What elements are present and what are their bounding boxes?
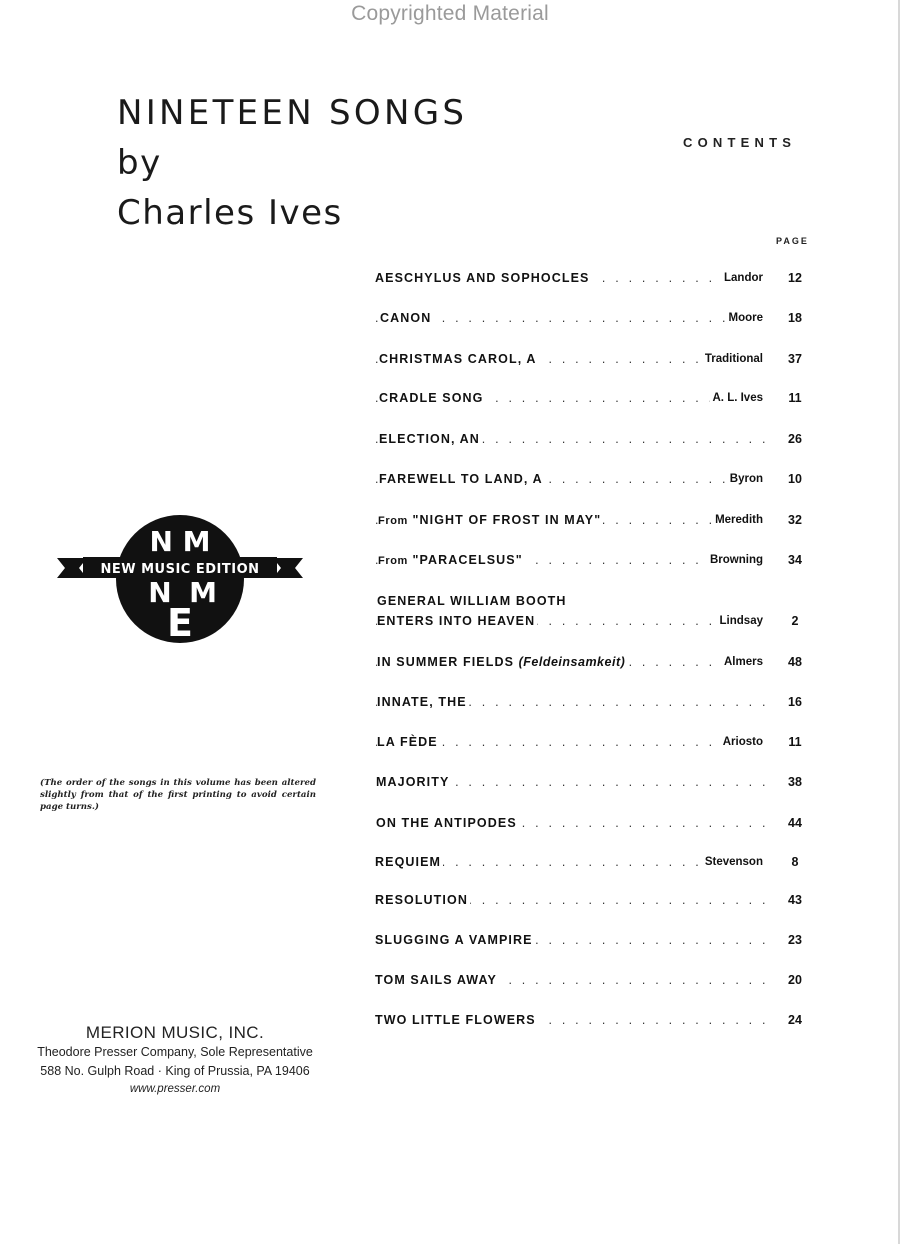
logo-letter-e: E <box>167 601 193 645</box>
song-author: Traditional <box>702 353 763 365</box>
logo-letter-m: M <box>182 525 211 558</box>
contents-heading: CONTENTS <box>683 135 797 150</box>
toc-entry[interactable] <box>375 614 815 636</box>
toc-entry[interactable] <box>375 271 815 293</box>
toc-entry[interactable] <box>375 391 815 413</box>
toc-entry[interactable] <box>375 1013 815 1035</box>
song-title: CHRISTMAS CAROL, A <box>379 352 537 366</box>
title-prefix: From <box>378 555 408 567</box>
page-number: 37 <box>788 352 802 366</box>
logo-letter-n: N <box>149 525 173 558</box>
song-title: ON THE ANTIPODES <box>376 816 517 830</box>
page-number: 2 <box>791 614 799 628</box>
publisher-address: 588 No. Gulph Road · King of Prussia, PA 19406 <box>40 1064 310 1078</box>
toc-entry[interactable] <box>375 432 815 454</box>
page-number: 43 <box>788 893 802 907</box>
order-note: (The order of the songs in this volume has been altered slightly from that of the first printing to avoid certain page turns.) <box>40 778 316 812</box>
title-text: "PARACELSUS" <box>412 553 523 567</box>
page-number: 32 <box>788 513 802 527</box>
page-number: 11 <box>788 735 802 749</box>
song-title: SLUGGING A VAMPIRE <box>375 933 533 947</box>
logo-letter-m-bottom: M <box>189 576 217 609</box>
logo-letter-n-bottom: N <box>148 576 172 609</box>
page-number: 26 <box>788 432 802 446</box>
page-number: 10 <box>788 472 802 486</box>
song-author: Moore <box>726 312 764 324</box>
page-number: 44 <box>788 816 802 830</box>
toc-entry[interactable] <box>375 735 815 757</box>
page-number: 12 <box>788 271 802 285</box>
title-subtitle: (Feldeinsamkeit) <box>518 655 626 669</box>
title-prefix: From <box>378 515 408 527</box>
song-title: MAJORITY <box>376 775 450 789</box>
song-author: Byron <box>727 473 763 485</box>
song-title <box>378 553 525 567</box>
composer-name: Charles Ives <box>117 193 343 233</box>
song-author: Lindsay <box>717 615 763 627</box>
song-author: Browning <box>707 554 763 566</box>
copyright-watermark: Copyrighted Material <box>351 2 549 25</box>
banner-right-tail <box>273 558 303 578</box>
publisher-representative: Theodore Presser Company, Sole Representative <box>37 1045 313 1059</box>
page-column-heading: PAGE <box>776 236 809 246</box>
book-title-block <box>117 88 467 238</box>
toc-entry[interactable] <box>375 553 815 575</box>
song-author: Ariosto <box>720 736 763 748</box>
toc-entry[interactable] <box>375 352 815 374</box>
toc-entry[interactable] <box>375 513 815 535</box>
song-title: INNATE, THE <box>377 695 467 709</box>
song-title: FAREWELL TO LAND, A <box>379 472 543 486</box>
toc-entry[interactable] <box>375 855 815 877</box>
logo-letters-top <box>149 525 210 558</box>
page-number: 24 <box>788 1013 802 1027</box>
new-music-edition-logo <box>55 512 305 647</box>
song-author: A. L. Ives <box>710 392 764 404</box>
page-number: 23 <box>788 933 802 947</box>
toc-entry[interactable] <box>375 775 815 797</box>
song-title: LA FÈDE <box>377 735 438 749</box>
song-author: Landor <box>721 272 763 284</box>
song-title <box>378 513 603 527</box>
toc-entry[interactable] <box>375 893 815 915</box>
song-author: Almers <box>721 656 763 668</box>
toc-entry[interactable] <box>375 695 815 717</box>
song-title: RESOLUTION <box>375 893 468 907</box>
page-number: 38 <box>788 775 802 789</box>
song-title-line1: GENERAL WILLIAM BOOTH <box>377 594 567 608</box>
song-title: TOM SAILS AWAY <box>375 973 497 987</box>
song-title: AESCHYLUS AND SOPHOCLES <box>375 271 590 285</box>
song-title <box>377 655 627 669</box>
toc-entry[interactable] <box>375 933 815 955</box>
song-author: Meredith <box>712 514 763 526</box>
banner-left-tail <box>57 558 87 578</box>
song-title: CANON <box>380 311 432 325</box>
publisher-url[interactable]: www.presser.com <box>129 1083 221 1095</box>
page-number: 34 <box>788 553 802 567</box>
song-title: TWO LITTLE FLOWERS <box>375 1013 536 1027</box>
page-number: 20 <box>788 973 802 987</box>
toc-entry[interactable] <box>375 655 815 677</box>
song-title: ELECTION, AN <box>379 432 480 446</box>
toc-entry[interactable] <box>375 472 815 494</box>
toc-entry[interactable] <box>375 816 815 838</box>
publisher-block <box>0 1023 350 1097</box>
song-author: Stevenson <box>702 856 763 868</box>
page-number: 48 <box>788 655 802 669</box>
publisher-name: MERION MUSIC, INC. <box>85 1023 265 1042</box>
title-by: by <box>117 143 162 183</box>
page-number: 8 <box>791 855 799 869</box>
title-text: "NIGHT OF FROST IN MAY" <box>412 513 602 527</box>
toc-entry[interactable] <box>375 311 815 333</box>
page-number: 16 <box>788 695 802 709</box>
song-title: CRADLE SONG <box>379 391 484 405</box>
title-text: IN SUMMER FIELDS <box>377 655 515 669</box>
song-title: REQUIEM <box>375 855 442 869</box>
page-number: 11 <box>788 391 802 405</box>
logo-banner-text: NEW MUSIC EDITION <box>100 562 260 577</box>
page-number: 18 <box>788 311 802 325</box>
toc-entry[interactable] <box>375 973 815 995</box>
book-title: NINETEEN SONGS <box>117 93 468 133</box>
song-title: ENTERS INTO HEAVEN <box>377 614 536 628</box>
